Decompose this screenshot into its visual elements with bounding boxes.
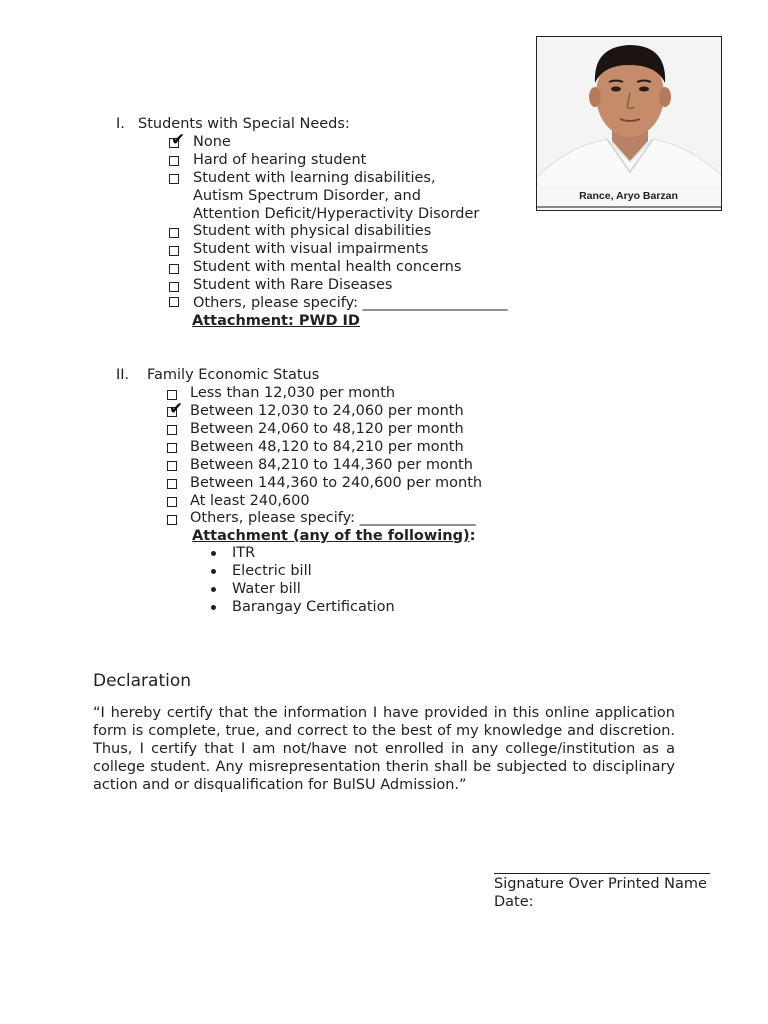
- checkbox-income-6[interactable]: [167, 479, 177, 489]
- option-learning-disabilities-line2: Autism Spectrum Disorder, and: [193, 188, 421, 204]
- checkbox-income-4[interactable]: [167, 443, 177, 453]
- income-option-7-label: At least 240,600: [190, 493, 310, 509]
- section2-attachment-label: Attachment (any of the following): [192, 528, 470, 544]
- portrait-image: [537, 37, 722, 211]
- option-none-label: None: [193, 134, 231, 150]
- bullet: [211, 605, 216, 610]
- checkbox-rare-diseases[interactable]: [169, 282, 179, 292]
- option-rare-diseases-label: Student with Rare Diseases: [193, 277, 393, 293]
- section2-title: Family Economic Status: [147, 367, 320, 383]
- section2-numeral: II.: [116, 367, 130, 383]
- photo-caption: Rance, Aryo Barzan: [579, 190, 678, 202]
- checkbox-others-specify[interactable]: [169, 297, 179, 307]
- option-learning-disabilities-line3: Attention Deficit/Hyperactivity Disorder: [193, 206, 480, 222]
- checkmark-icon: ✔: [169, 399, 184, 419]
- bullet: [211, 551, 216, 556]
- checkbox-income-others[interactable]: [167, 515, 177, 525]
- checkbox-visual-impairments[interactable]: [169, 246, 179, 256]
- section1-numeral: I.: [116, 116, 125, 132]
- attachment-item-water: Water bill: [232, 581, 301, 597]
- declaration-heading: Declaration: [93, 671, 192, 691]
- checkbox-income-5[interactable]: [167, 461, 177, 471]
- checkbox-mental-health[interactable]: [169, 264, 179, 274]
- income-option-4-label: Between 48,120 to 84,210 per month: [190, 439, 464, 455]
- signature-line: [494, 873, 710, 874]
- signature-label: Signature Over Printed Name: [494, 876, 707, 892]
- bullet: [211, 569, 216, 574]
- checkbox-income-3[interactable]: [167, 425, 177, 435]
- date-label: Date:: [494, 894, 534, 910]
- section2-attachment: [192, 527, 475, 545]
- option-hard-of-hearing-label: Hard of hearing student: [193, 152, 367, 168]
- option-mental-health-label: Student with mental health concerns: [193, 259, 462, 275]
- bullet: [211, 587, 216, 592]
- checkbox-learning-disabilities[interactable]: [169, 174, 179, 184]
- option-visual-impairments-label: Student with visual impairments: [193, 241, 429, 257]
- checkbox-hard-of-hearing[interactable]: [169, 156, 179, 166]
- declaration-body: “I hereby certify that the information I have provided in this online application form is complete, true, and correct to the best of my knowledge and discretion. Thus, I certify that I am not/have not enrolled in any college/institution as a college student. Any misrepresentation therin shall be subjected to disciplinary action and or disqualification for BulSU Admission.”: [93, 705, 675, 793]
- attachment-item-electric: Electric bill: [232, 563, 312, 579]
- income-option-1-label: Less than 12,030 per month: [190, 385, 396, 401]
- checkbox-income-7[interactable]: [167, 497, 177, 507]
- income-option-6-label: Between 144,360 to 240,600 per month: [190, 475, 483, 491]
- attachment-item-itr: ITR: [232, 545, 256, 561]
- income-option-3-label: Between 24,060 to 48,120 per month: [190, 421, 464, 437]
- option-others-label: Others, please specify: ____________________: [193, 295, 508, 311]
- section1-attachment: Attachment: PWD ID: [192, 313, 360, 329]
- applicant-photo: [536, 36, 722, 211]
- option-physical-disabilities-label: Student with physical disabilities: [193, 223, 432, 239]
- income-option-others-label: Others, please specify: ________________: [190, 510, 476, 526]
- income-option-2-label: Between 12,030 to 24,060 per month: [190, 403, 464, 419]
- income-option-5-label: Between 84,210 to 144,360 per month: [190, 457, 473, 473]
- option-learning-disabilities-label: Student with learning disabilities,: [193, 170, 436, 186]
- section2-attachment-colon: :: [469, 528, 476, 544]
- attachment-item-barangay: Barangay Certification: [232, 599, 395, 615]
- checkmark-icon: ✔: [171, 130, 186, 150]
- checkbox-physical-disabilities[interactable]: [169, 228, 179, 238]
- section1-title: Students with Special Needs:: [138, 116, 350, 132]
